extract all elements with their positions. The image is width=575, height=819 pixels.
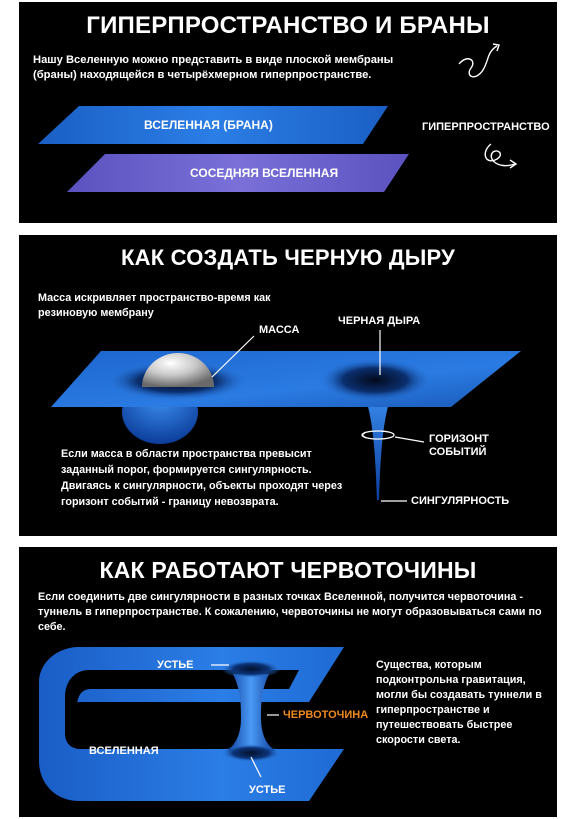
fold-gap-shape [65, 670, 319, 749]
wormholes-title: КАК РАБОТАЮТ ЧЕРВОТОЧИНЫ [99, 557, 477, 583]
mouth-bottom-label: УСТЬЕ [249, 784, 286, 796]
wormhole-mouth-bottom-shape [221, 744, 281, 762]
black-hole-label: ЧЕРНАЯ ДЫРА [338, 315, 421, 327]
mouth-top-label: УСТЬЕ [157, 659, 194, 671]
black-hole-title: КАК СОЗДАТЬ ЧЕРНУЮ ДЫРУ [121, 245, 455, 270]
event-horizon-label: ГОРИЗОНТ СОБЫТИЙ [429, 433, 489, 458]
universe-label: ВСЕЛЕННАЯ [89, 745, 159, 757]
black-hole-intro-text: Масса искривляет пространство-время как резиновую мембрану [38, 292, 271, 319]
horizon-leader-line [395, 437, 424, 442]
hyperspace-label: ГИПЕРПРОСТРАНСТВО [422, 121, 550, 133]
wormholes-side-text: Существа, которым подконтрольна гравитация, могли бы создавать туннели в гиперпространстве и путешествовать быстрее скорости света. [376, 659, 542, 746]
black-hole-dip-shape [317, 358, 433, 402]
wormholes-intro-text: Если соединить две сингулярности в разных точках Вселенной, получится червоточина - туннель в гиперпространстве. К сожалению, червоточины не могут образовываться сами по себе. [38, 591, 542, 633]
black-hole-body-text: Если масса в области пространства превысит заданный порог, формируется сингулярность. Двигаясь к сингулярности, объекты проходят через горизонт событий - границу невозврата. [61, 448, 343, 508]
brane-our-universe-label: ВСЕЛЕННАЯ (БРАНА) [144, 118, 273, 132]
panel-hyperspace-branes [19, 2, 557, 223]
hyperspace-arrow-icon [459, 44, 516, 168]
branes-intro-text: Нашу Вселенную можно представить в виде плоской мембраны (браны) находящейся в четырёхмерном гиперпространстве. [33, 54, 394, 81]
brane-neighbor-universe-label: СОСЕДНЯЯ ВСЕЛЕННАЯ [190, 166, 339, 180]
horizon-arrow-icon [362, 432, 366, 438]
branes-title: ГИПЕРПРОСТРАНСТВО И БРАНЫ [86, 12, 490, 39]
panel-black-hole [19, 235, 557, 536]
panel-wormholes [19, 547, 557, 817]
wormhole-label: ЧЕРВОТОЧИНА [283, 709, 369, 721]
singularity-label: СИНГУЛЯРНОСТЬ [411, 495, 510, 507]
wormhole-mouth-top-shape [221, 660, 281, 678]
mass-label: МАССА [259, 324, 300, 336]
